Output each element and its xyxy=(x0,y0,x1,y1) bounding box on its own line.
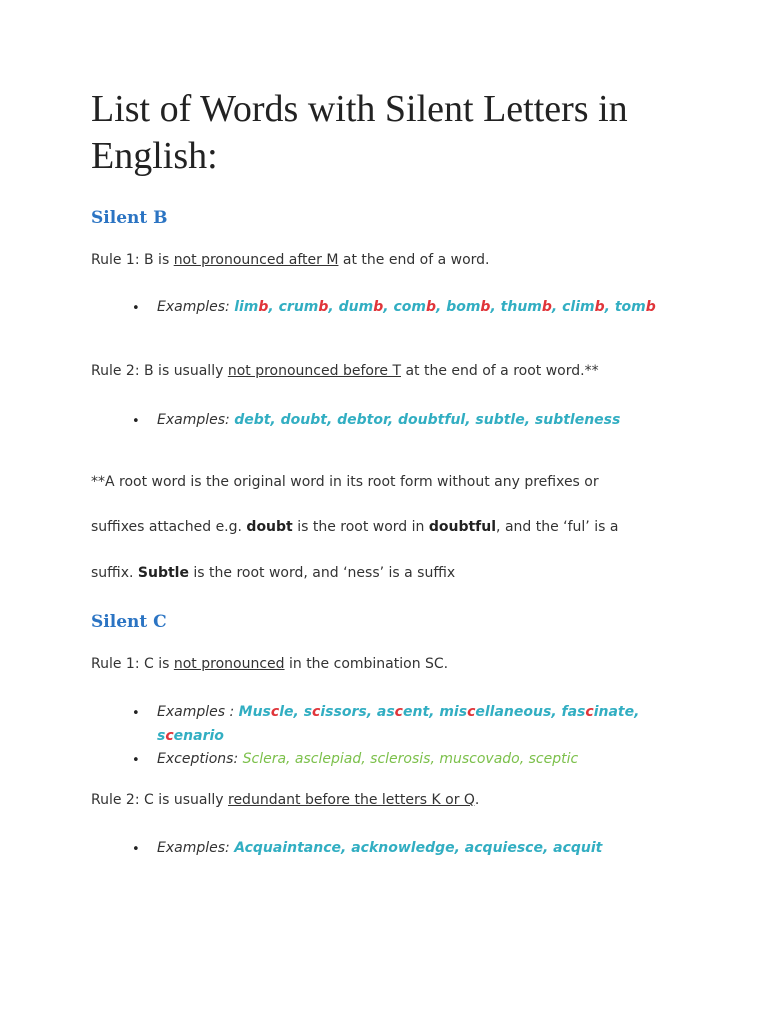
example-word-pre: as xyxy=(376,704,395,720)
example-word-post: issors xyxy=(320,704,367,720)
silent-letter: c xyxy=(312,704,321,720)
examples-label: Examples : xyxy=(157,704,239,720)
example-word-stem: thum xyxy=(500,299,542,315)
root-word-note-line3: suffix. Subtle is the root word, and ‘ness’ is a suffix xyxy=(91,565,456,581)
word-separator: , xyxy=(429,704,440,720)
example-word-post: enario xyxy=(173,728,224,744)
word-separator: , xyxy=(293,704,304,720)
word-separator: , xyxy=(383,299,394,315)
silent-letter: b xyxy=(645,299,656,315)
silent-letter: b xyxy=(318,299,329,315)
section-heading-silent-c: Silent C xyxy=(91,612,167,632)
example-word-stem: clim xyxy=(562,299,595,315)
example-words xyxy=(234,299,656,315)
examples-c2 xyxy=(157,836,677,860)
example-word-pre: Mus xyxy=(238,704,271,720)
example-word-post: inate xyxy=(593,704,635,720)
root-word-note-line2: suffixes attached e.g. doubt is the root word in doubtful, and the ‘ful’ is a xyxy=(91,519,619,535)
example-word-post: ent xyxy=(402,704,430,720)
example-word-post: le xyxy=(279,704,294,720)
silent-letter: b xyxy=(480,299,491,315)
word-separator: , xyxy=(551,299,563,315)
example-word-post: ellaneous xyxy=(475,704,552,720)
example-word-stem: bom xyxy=(446,299,481,315)
bullet-dot: • xyxy=(132,706,140,721)
rule-b2: Rule 2: B is usually not pronounced before T at the end of a root word.** xyxy=(91,363,599,379)
example-word-stem: com xyxy=(393,299,426,315)
word-separator: , xyxy=(634,704,640,720)
silent-letter: b xyxy=(258,299,269,315)
word-separator: , xyxy=(551,704,562,720)
examples-label: Examples: xyxy=(157,840,235,856)
bullet-dot: • xyxy=(132,301,140,316)
word-separator: , xyxy=(268,299,279,315)
examples-label: Examples: xyxy=(157,299,235,315)
examples-b1 xyxy=(157,295,657,319)
page-title: List of Words with Silent Letters in English: xyxy=(91,88,628,177)
word-separator: , xyxy=(366,704,377,720)
examples-label: Examples: xyxy=(157,412,235,428)
silent-letter: c xyxy=(585,704,594,720)
bullet-dot: • xyxy=(132,414,140,429)
example-word-stem: crum xyxy=(278,299,319,315)
rule-c1: Rule 1: C is not pronounced in the combination SC. xyxy=(91,656,449,672)
section-heading-silent-b: Silent B xyxy=(91,208,168,228)
rule-b1: Rule 1: B is not pronounced after M at the end of a word. xyxy=(91,252,490,268)
bullet-dot: • xyxy=(132,842,140,857)
word-separator: , xyxy=(435,299,447,315)
example-word-stem: lim xyxy=(234,299,259,315)
rule-c2: Rule 2: C is usually redundant before the letters K or Q. xyxy=(91,792,480,808)
bullet-dot: • xyxy=(132,753,140,768)
example-words: debt, doubt, debtor, doubtful, subtle, subtleness xyxy=(234,412,621,428)
silent-letter: b xyxy=(425,299,436,315)
examples-c1 xyxy=(157,700,677,748)
example-word-pre: fas xyxy=(561,704,586,720)
exceptions-label: Exceptions: xyxy=(157,751,243,767)
silent-letter: c xyxy=(394,704,403,720)
silent-letter: b xyxy=(373,299,384,315)
exceptions-c1 xyxy=(157,747,677,771)
word-separator: , xyxy=(328,299,339,315)
silent-letter: b xyxy=(594,299,605,315)
silent-letter: c xyxy=(165,728,174,744)
example-word-pre: mis xyxy=(439,704,468,720)
example-word-pre: s xyxy=(157,728,166,744)
silent-letter: c xyxy=(270,704,280,720)
example-words: Acquaintance, acknowledge, acquiesce, acquit xyxy=(234,840,603,856)
root-word-note-line1: **A root word is the original word in its root form without any prefixes or xyxy=(91,474,599,490)
silent-letter: b xyxy=(541,299,552,315)
silent-letter: c xyxy=(467,704,476,720)
exception-words: Sclera, asclepiad, sclerosis, muscovado, sceptic xyxy=(242,751,579,767)
examples-b2 xyxy=(157,408,677,432)
example-word-stem: tom xyxy=(614,299,646,315)
example-word-pre: s xyxy=(303,704,313,720)
example-word-stem: dum xyxy=(338,299,374,315)
word-separator: , xyxy=(604,299,615,315)
word-separator: , xyxy=(490,299,501,315)
